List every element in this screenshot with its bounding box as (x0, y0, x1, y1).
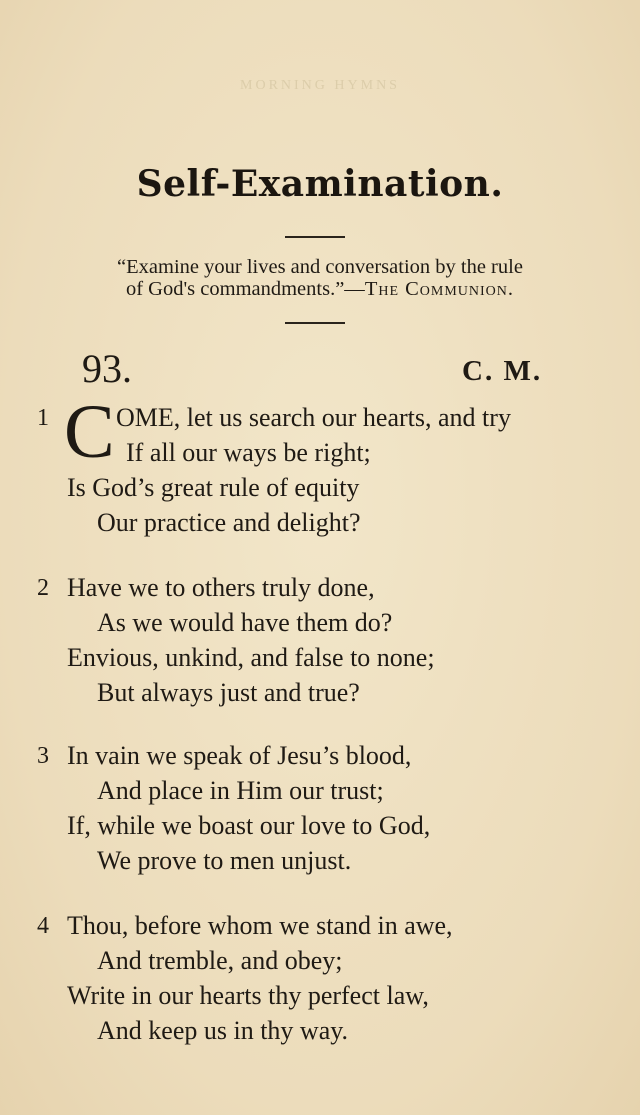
verse-number: 2 (37, 575, 49, 601)
verse-number: 3 (37, 743, 49, 769)
epigraph-line-1: “Examine your lives and conversation by the rule (117, 256, 523, 278)
verse-line: We prove to men unjust. (97, 846, 352, 875)
verse-line: As we would have them do? (97, 608, 393, 637)
bleed-through-header: MORNING HYMNS (240, 78, 400, 93)
epigraph (30, 256, 610, 300)
verse-line: And keep us in thy way. (97, 1016, 349, 1045)
verse-line: OME, let us search our hearts, and try (116, 403, 511, 432)
verse-line: And tremble, and obey; (97, 946, 343, 975)
verse-line: Is God’s great rule of equity (67, 473, 360, 502)
epigraph-attribution: The Communion. (364, 278, 515, 300)
verse-line: But always just and true? (97, 678, 360, 707)
verse-line: Have we to others truly done, (67, 573, 375, 602)
verse-number: 4 (37, 913, 49, 939)
page-title: Self-Examination. (136, 163, 504, 205)
verse-line: If, while we boast our love to God, (67, 811, 431, 840)
verse-line: Thou, before whom we stand in awe, (67, 911, 453, 940)
verse-line: Write in our hearts thy perfect law, (67, 981, 429, 1010)
drop-cap: C (64, 390, 115, 474)
verse-line: Envious, unkind, and false to none; (67, 643, 435, 672)
hymn-number: 93. (82, 346, 132, 391)
epigraph-line-2-text: of God's commandments.”— (125, 278, 365, 300)
verse-line: And place in Him our trust; (97, 776, 384, 805)
epigraph-line-2 (30, 278, 610, 300)
verse-line: Our practice and delight? (97, 508, 361, 537)
verse-line: In vain we speak of Jesu’s blood, (67, 741, 412, 770)
verse-line: If all our ways be right; (126, 438, 371, 467)
title-divider (285, 236, 345, 238)
epigraph-divider (285, 322, 345, 324)
hymn-meter: C. M. (462, 355, 543, 387)
verse-number: 1 (37, 405, 49, 431)
